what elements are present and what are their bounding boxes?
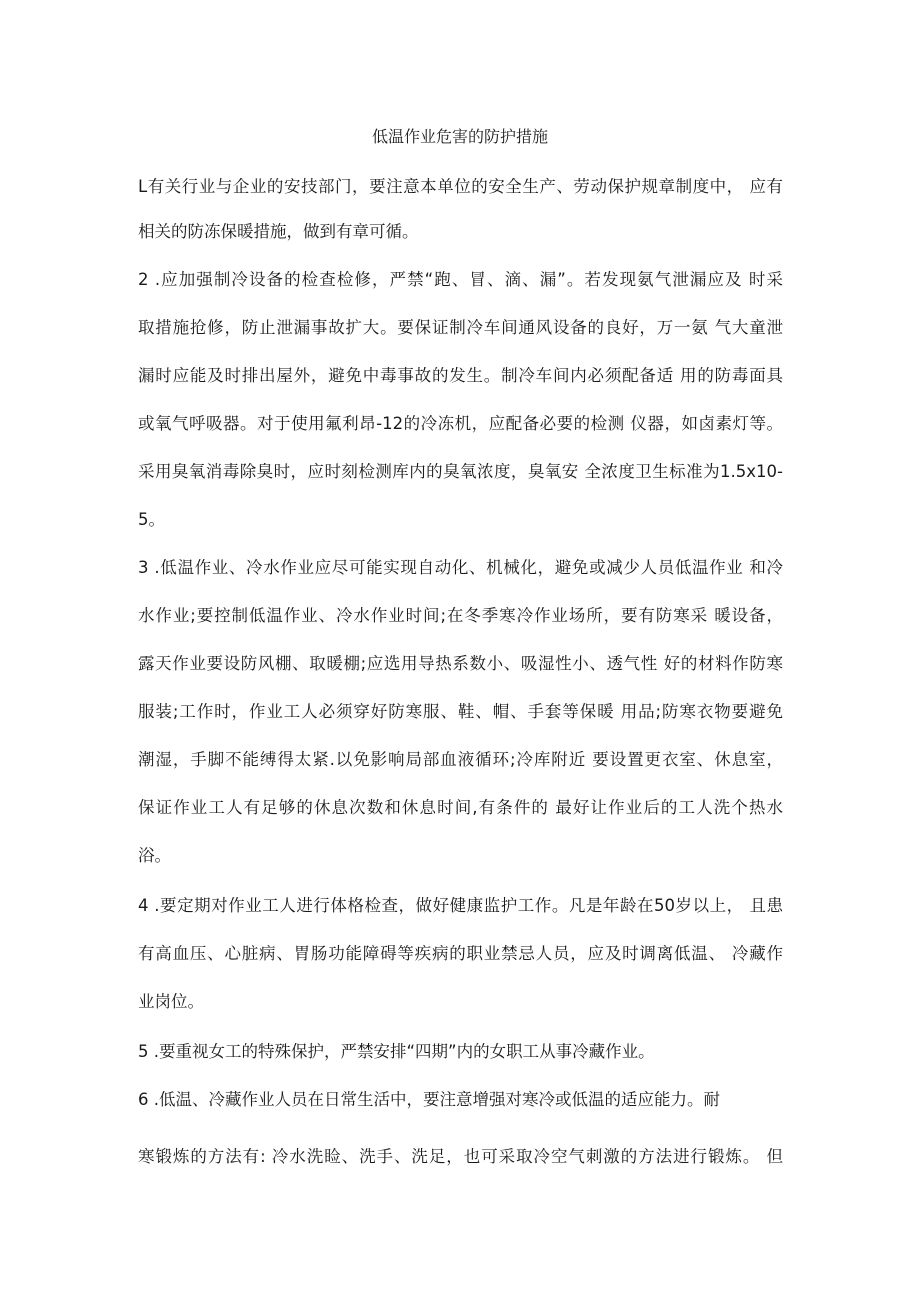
- paragraph-line: 或氧气呼吸器。对于使用氟利昂-12的冷冻机，应配备必要的检测 仪器，如卤素灯等。: [138, 414, 783, 433]
- paragraph-line: 5。: [138, 510, 165, 529]
- paragraph-line: 5 .要重视女工的特殊保护，严禁安排“四期”内的女职工从事冷藏作业。: [138, 1042, 655, 1061]
- paragraph-line: 相关的防冻保暖措施，做到有章可循。: [138, 222, 419, 241]
- paragraph-line: 业岗位。: [138, 992, 204, 1011]
- paragraph-line: 4 .要定期对作业工人进行体格检查，做好健康监护工作。凡是年龄在50岁以上， 且患: [138, 896, 783, 915]
- paragraph-line: 6 .低温、冷藏作业人员在日常生活中，要注意增强对寒冷或低温的适应能力。耐: [138, 1090, 720, 1109]
- paragraph-line: 寒锻炼的方法有: 冷水洗睑、洗手、洗足，也可采取冷空气刺激的方法进行锻炼。 但: [138, 1147, 783, 1166]
- paragraph-line: 露天作业要设防风棚、取暖棚;应选用导热系数小、吸湿性小、透气性 好的材料作防寒: [138, 654, 783, 673]
- paragraph-line: 取措施抢修，防止泄漏事故扩大。要保证制冷车间通风设备的良好，万一氨 气大童泄: [138, 318, 783, 337]
- page-title: 低温作业危害的防护措施: [371, 127, 548, 146]
- paragraph-line: L有关行业与企业的安技部门，要注意本单位的安全生产、劳动保护规章制度中， 应有: [138, 177, 783, 196]
- paragraph-line: 水作业;要控制低温作业、冷水作业时间;在冬季寒冷作业场所，要有防寒采 暖设备，: [138, 606, 783, 625]
- paragraph-line: 2 .应加强制冷设备的检查检修，严禁“跑、冒、滴、漏”。若发现氨气泄漏应及 时采: [138, 270, 783, 289]
- paragraph-line: 3 .低温作业、冷水作业应尽可能实现自动化、机械化，避免或减少人员低温作业 和冷: [138, 558, 783, 577]
- paragraph-line: 浴。: [138, 846, 171, 865]
- paragraph-line: 保证作业工人有足够的休息次数和休息时间,有条件的 最好让作业后的工人洗个热水: [138, 798, 783, 817]
- paragraph-line: 潮湿，手脚不能缚得太紧.以免影响局部血液循环;冷库附近 要设置更衣室、休息室，: [138, 750, 783, 769]
- paragraph-line: 服装;工作时，作业工人必须穿好防寒服、鞋、帽、手套等保暖 用品;防寒衣物要避免: [138, 702, 783, 721]
- paragraph-line: 有高血压、心脏病、胃肠功能障碍等疾病的职业禁忌人员，应及时调离低温、 冷藏作: [138, 944, 783, 963]
- paragraph-line: 漏时应能及时排出屋外，避免中毒事故的发生。制冷车间内必须配备适 用的防毒面具: [138, 366, 783, 385]
- paragraph-line: 采用臭氧消毒除臭时，应时刻检测库内的臭氧浓度，臭氧安 全浓度卫生标准为1.5x10-: [138, 462, 783, 481]
